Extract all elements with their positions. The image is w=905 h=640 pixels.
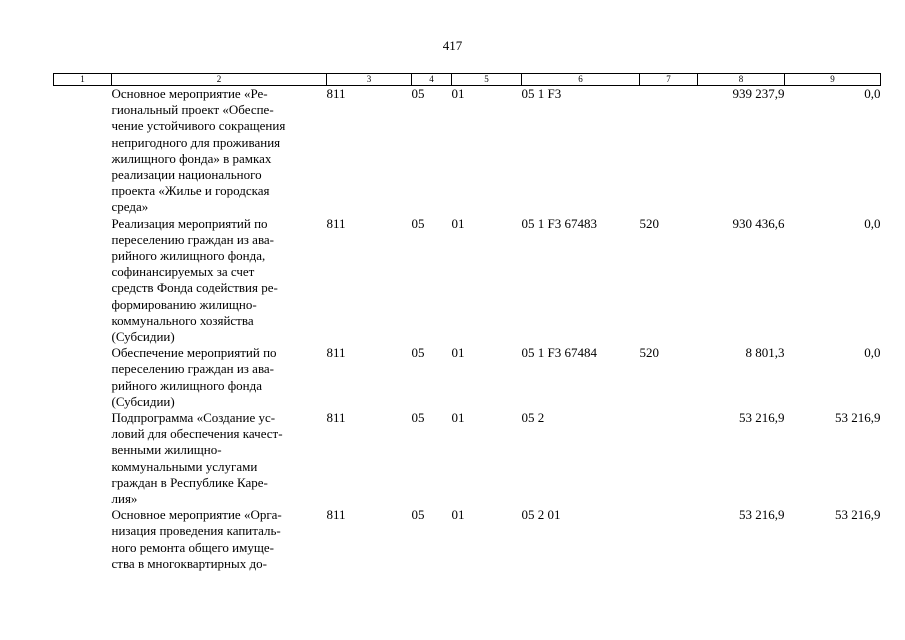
item-name-cell <box>112 345 327 410</box>
expense-type-code-cell <box>640 507 698 572</box>
target-article-code-cell: 05 2 01 <box>521 507 561 523</box>
subsection-code-cell: 01 <box>451 410 465 426</box>
section-code-cell: 05 <box>411 86 425 101</box>
row-number-cell <box>54 86 112 216</box>
row-number-cell <box>54 507 112 572</box>
item-name-cell <box>112 216 327 346</box>
column-number-8: 8 <box>698 74 785 86</box>
item-name-line: переселению граждан из ава- <box>111 231 275 247</box>
column-number-row <box>54 74 881 86</box>
amount-col-8-cell: 53 216,9 <box>739 507 785 523</box>
expense-type-code-cell: 520 <box>639 215 659 231</box>
amount-col-9-cell: 53 216,9 <box>835 507 881 523</box>
item-name-line: средств Фонда содействия ре- <box>111 280 278 296</box>
item-name-line: (Субсидии) <box>111 329 175 345</box>
item-name-line: гиональный проект «Обеспе- <box>111 102 274 118</box>
item-name-line: граждан в Республике Каре- <box>111 474 268 490</box>
item-name-line: низация проведения капиталь- <box>111 523 281 539</box>
subsection-code-cell: 01 <box>451 215 465 231</box>
column-number-7: 7 <box>640 74 698 86</box>
item-name-line: переселению граждан из ава- <box>111 361 275 377</box>
section-code-cell: 05 <box>411 345 425 361</box>
item-name-line: реализации национального <box>111 167 262 183</box>
admin-code-cell: 811 <box>326 410 346 426</box>
item-name-line: коммунальными услугами <box>111 458 258 474</box>
admin-code-cell: 811 <box>326 345 346 361</box>
column-number-4: 4 <box>412 74 452 86</box>
item-name-line: венными жилищно- <box>111 442 222 458</box>
item-name-line: Основное мероприятие «Орга- <box>111 507 282 523</box>
admin-code-cell: 811 <box>326 507 346 523</box>
column-number-1: 1 <box>54 74 112 86</box>
item-name-line: софинансируемых за счет <box>111 264 255 280</box>
table-row <box>54 86 881 216</box>
item-name-line: рийного жилищного фонда, <box>111 248 266 264</box>
item-name-line: (Субсидии) <box>111 393 175 409</box>
subsection-code-cell: 01 <box>451 345 465 361</box>
amount-col-8-cell: 939 237,9 <box>732 86 785 101</box>
admin-code-cell: 811 <box>326 215 346 231</box>
budget-table <box>53 73 881 572</box>
subsection-code-cell: 01 <box>451 86 465 101</box>
column-number-3: 3 <box>327 74 412 86</box>
item-name-line: проекта «Жилье и городская <box>111 183 270 199</box>
column-number-9: 9 <box>785 74 881 86</box>
admin-code-cell: 811 <box>326 86 346 101</box>
item-name-line: ства в многоквартирных до- <box>111 555 267 571</box>
item-name-line: ловий для обеспечения качест- <box>111 426 283 442</box>
column-number-2: 2 <box>112 74 327 86</box>
row-number-cell <box>54 345 112 410</box>
table-row <box>54 216 881 346</box>
target-article-code-cell: 05 2 <box>521 410 545 426</box>
amount-col-9-cell: 0,0 <box>864 86 881 101</box>
amount-col-9-cell: 0,0 <box>864 345 881 361</box>
item-name-line: среда» <box>111 199 149 215</box>
item-name-cell <box>112 507 327 572</box>
section-code-cell: 05 <box>411 410 425 426</box>
table-row <box>54 410 881 507</box>
column-number-5: 5 <box>452 74 522 86</box>
target-article-code-cell: 05 1 F3 67484 <box>521 345 597 361</box>
row-number-cell <box>54 410 112 507</box>
expense-type-code-cell: 520 <box>639 345 659 361</box>
target-article-code-cell: 05 1 F3 <box>521 86 562 101</box>
column-number-6: 6 <box>522 74 640 86</box>
page-number: 417 <box>442 38 463 53</box>
item-name-line: жилищного фонда» в рамках <box>111 150 272 166</box>
item-name-line: Обеспечение мероприятий по <box>111 345 277 361</box>
table-body <box>54 86 881 573</box>
subsection-code-cell: 01 <box>451 507 465 523</box>
item-name-cell <box>112 410 327 507</box>
expense-type-code-cell <box>640 410 698 507</box>
item-name-line: ного ремонта общего имуще- <box>111 539 274 555</box>
table-row <box>54 507 881 572</box>
item-name-line: Основное мероприятие «Ре- <box>111 86 268 101</box>
table-row <box>54 345 881 410</box>
amount-col-9-cell: 0,0 <box>864 215 881 231</box>
item-name-line: рийного жилищного фонда <box>111 377 263 393</box>
amount-col-8-cell: 53 216,9 <box>739 410 785 426</box>
amount-col-9-cell: 53 216,9 <box>835 410 881 426</box>
target-article-code-cell: 05 1 F3 67483 <box>521 215 597 231</box>
item-name-line: лия» <box>111 491 138 507</box>
item-name-line: коммунального хозяйства <box>111 312 254 328</box>
row-number-cell <box>54 216 112 346</box>
item-name-line: формированию жилищно- <box>111 296 257 312</box>
amount-col-8-cell: 930 436,6 <box>732 215 785 231</box>
item-name-line: Реализация мероприятий по <box>111 215 268 231</box>
amount-col-8-cell: 8 801,3 <box>745 345 785 361</box>
item-name-line: непригодного для проживания <box>111 134 281 150</box>
item-name-line: чение устойчивого сокращения <box>111 118 286 134</box>
expense-type-code-cell <box>640 86 698 216</box>
item-name-line: Подпрограмма «Создание ус- <box>111 410 276 426</box>
section-code-cell: 05 <box>411 215 425 231</box>
item-name-cell <box>112 86 327 216</box>
section-code-cell: 05 <box>411 507 425 523</box>
